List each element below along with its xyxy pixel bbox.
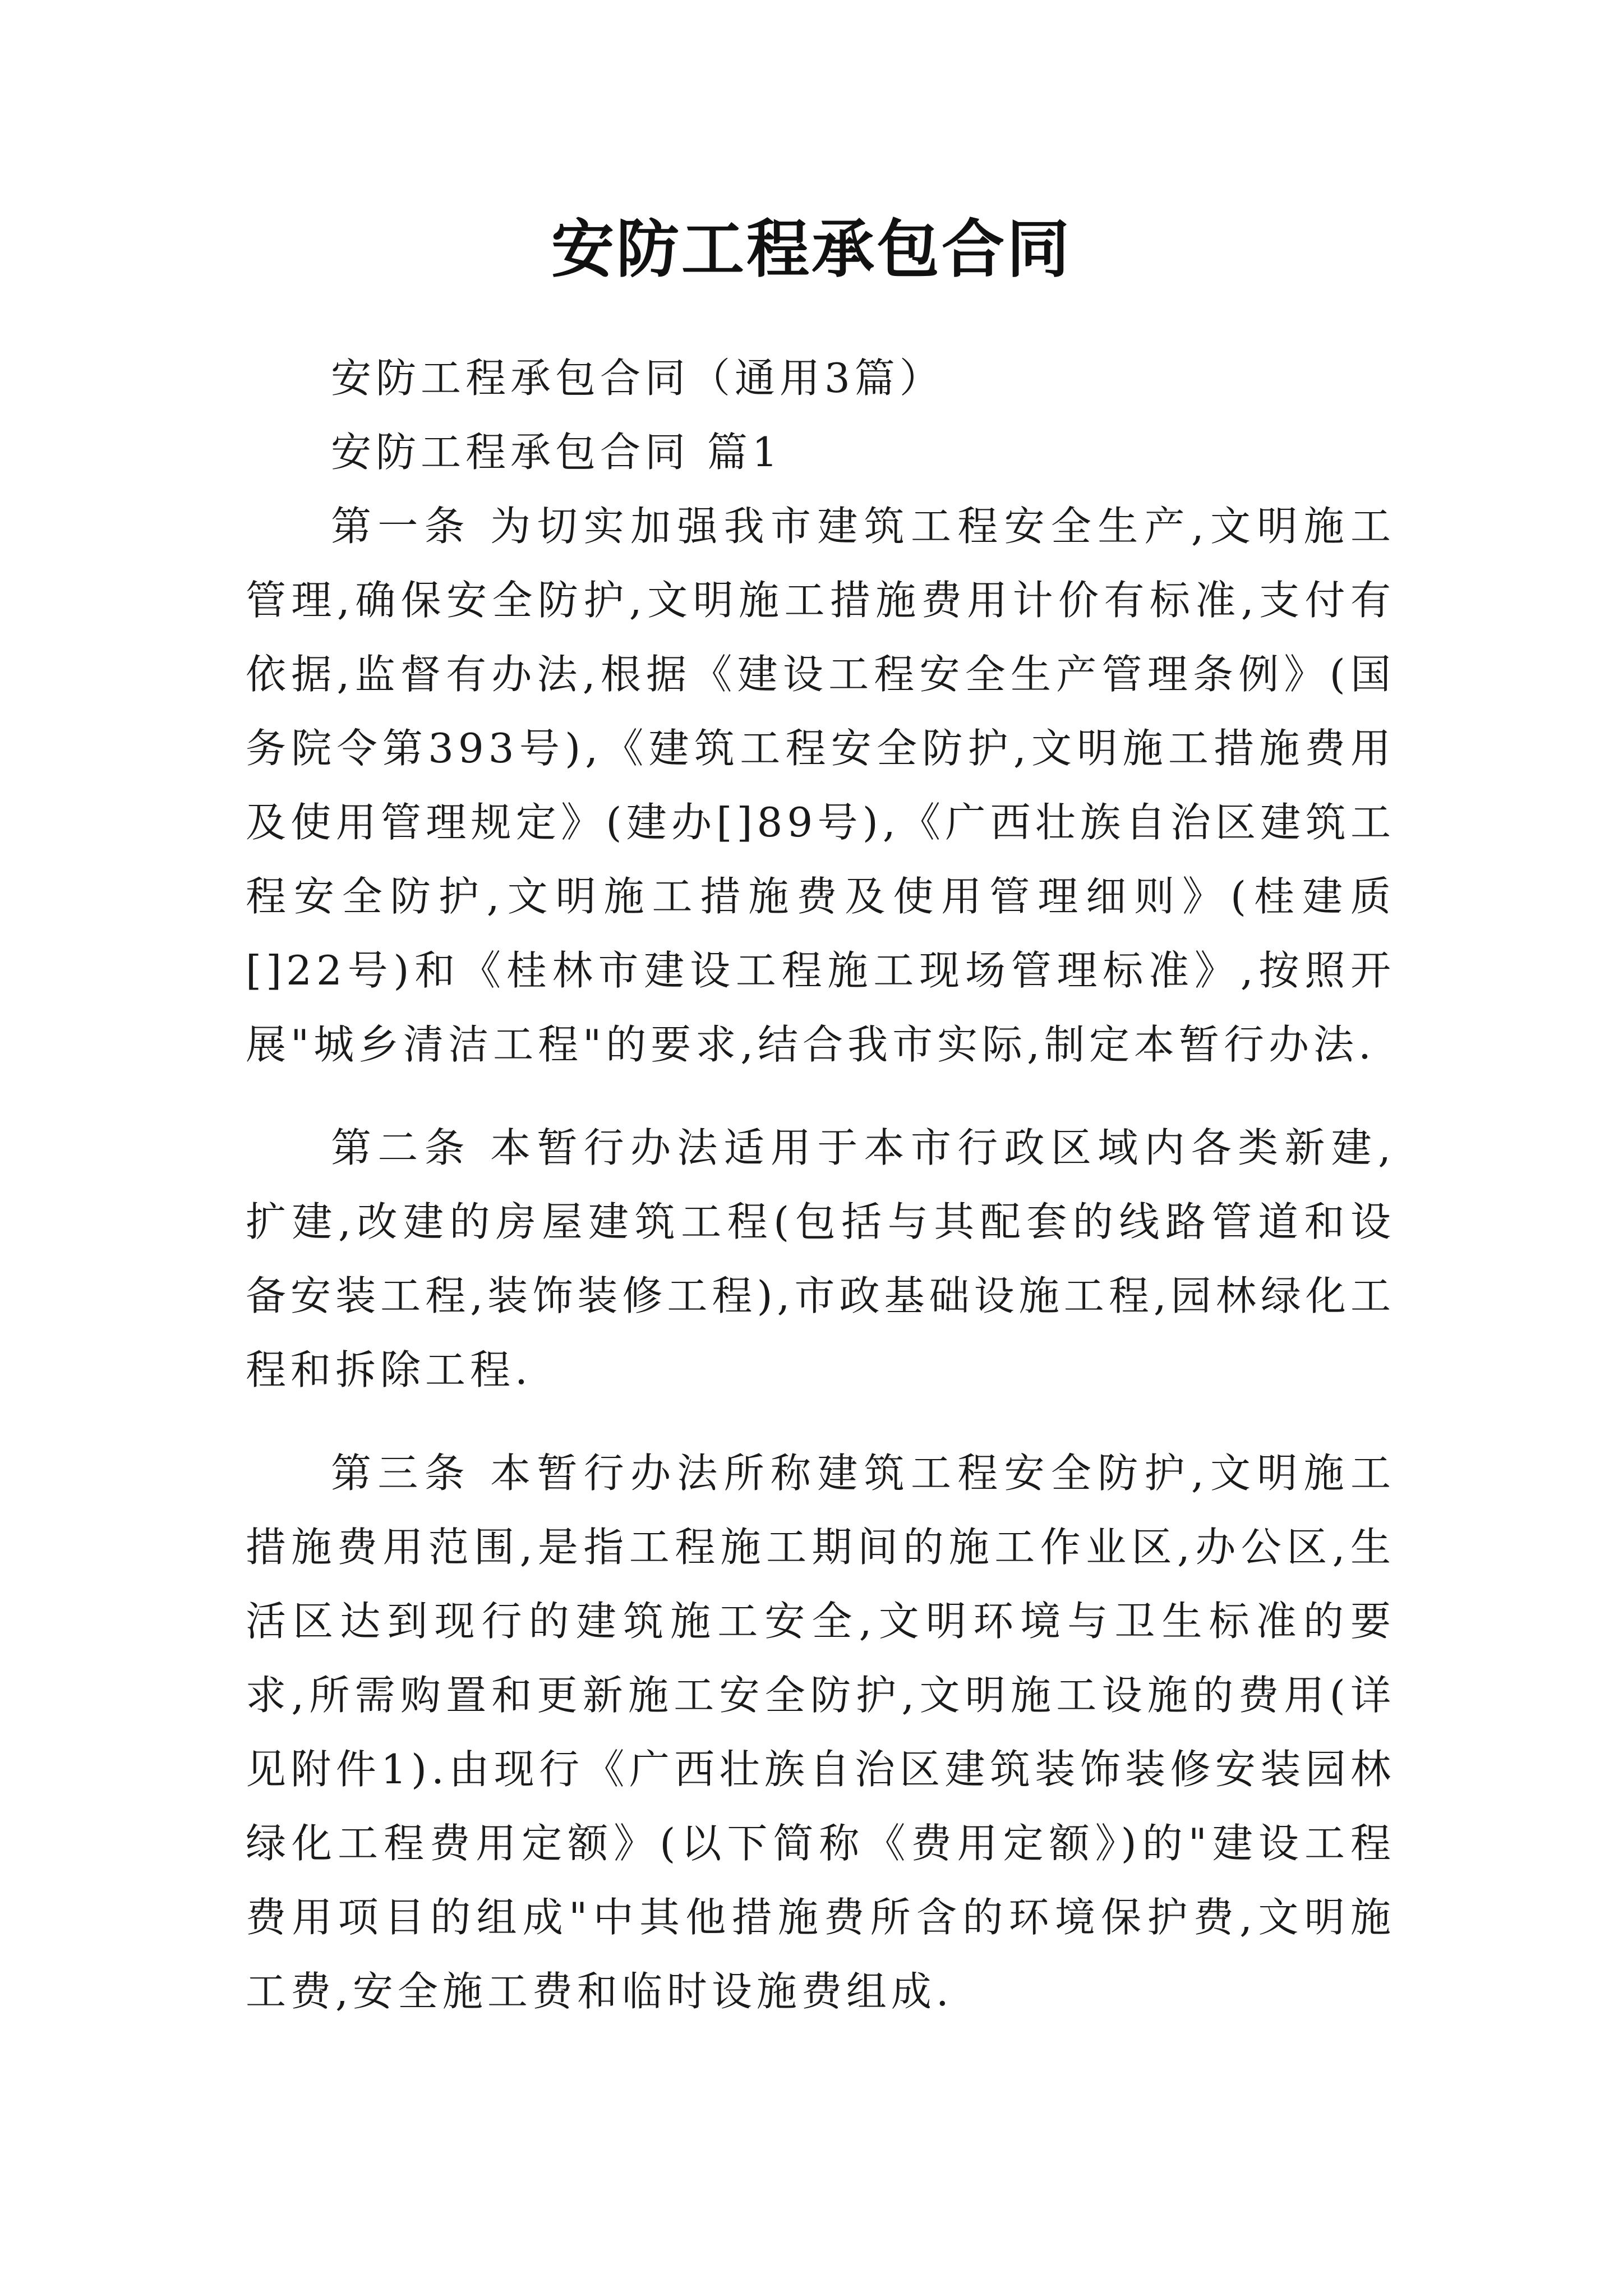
section-heading: 安防工程承包合同 篇1 (331, 429, 782, 476)
article-2-paragraph: 第二条 本暂行办法适用于本市行政区域内各类新建,扩建,改建的房屋建筑工程(包括与其配套的线路管道和设备安装工程,装饰装修工程),市政基础设施工程,园林绿化工程和拆除工程. (246, 1124, 1395, 1393)
document-subtitle: 安防工程承包合同（通用3篇） (331, 355, 944, 402)
document-title: 安防工程承包合同 (551, 213, 1072, 286)
article-1-paragraph: 第一条 为切实加强我市建筑工程安全生产,文明施工管理,确保安全防护,文明施工措施费用计价有标准,支付有依据,监督有办法,根据《建设工程安全生产管理条例》(国务院令第393号),《建筑工程安全防护,文明施工措施费用及使用管理规定》(建办[]89号),《广西壮族自治区建筑工程安全防护,文明施工措施费及使用管理细则》(桂建质[]22号)和《桂林市建设工程施工现场管理标准》,按照开展"城乡清洁工程"的要求,结合我市实际,制定本暂行办法. (246, 503, 1395, 1068)
article-3-paragraph: 第三条 本暂行办法所称建筑工程安全防护,文明施工措施费用范围,是指工程施工期间的施工作业区,办公区,生活区达到现行的建筑施工安全,文明环境与卫生标准的要求,所需购置和更新施工安全防护,文明施工设施的费用(详见附件1).由现行《广西壮族自治区建筑装饰装修安装园林绿化工程费用定额》(以下简称《费用定额》)的"建设工程费用项目的组成"中其他措施费所含的环境保护费,文明施工费,安全施工费和临时设施费组成. (246, 1450, 1395, 2015)
document-body (246, 341, 1395, 2028)
